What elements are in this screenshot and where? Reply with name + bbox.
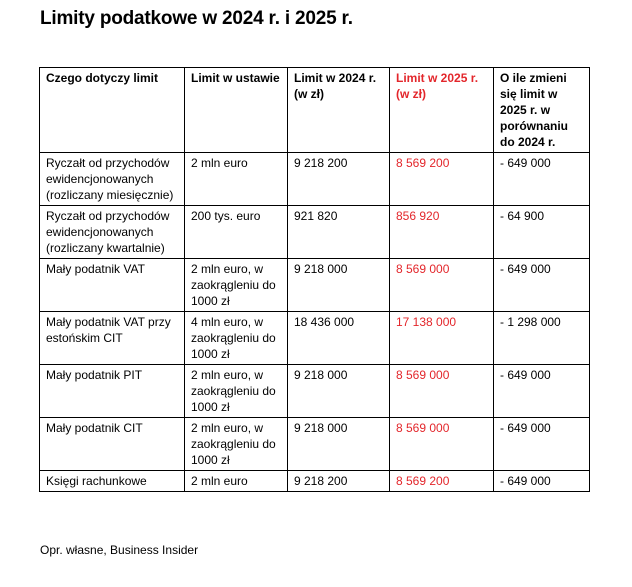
cell-limit-2024: 9 218 000 bbox=[288, 418, 390, 471]
cell-limit-2025: 8 569 000 bbox=[390, 259, 494, 312]
cell-limit-2024: 9 218 200 bbox=[288, 153, 390, 206]
page-title: Limity podatkowe w 2024 r. i 2025 r. bbox=[40, 8, 353, 29]
cell-statutory-limit: 2 mln euro, w zaokrągleniu do 1000 zł bbox=[185, 418, 288, 471]
limits-table bbox=[39, 67, 590, 492]
cell-limit-2025: 8 569 000 bbox=[390, 365, 494, 418]
header-limit-2025: Limit w 2025 r. (w zł) bbox=[390, 68, 494, 153]
table-row bbox=[40, 365, 590, 418]
cell-scope: Ryczałt od przychodów ewidencjonowanych (rozliczany miesięcznie) bbox=[40, 153, 185, 206]
cell-scope: Mały podatnik CIT bbox=[40, 418, 185, 471]
cell-limit-2025: 8 569 000 bbox=[390, 418, 494, 471]
cell-change: - 649 000 bbox=[494, 365, 590, 418]
cell-limit-2024: 9 218 200 bbox=[288, 471, 390, 492]
table-row bbox=[40, 153, 590, 206]
cell-scope: Mały podatnik VAT przy estońskim CIT bbox=[40, 312, 185, 365]
header-scope: Czego dotyczy limit bbox=[40, 68, 185, 153]
cell-limit-2024: 9 218 000 bbox=[288, 365, 390, 418]
cell-scope: Ryczałt od przychodów ewidencjonowanych (rozliczany kwartalnie) bbox=[40, 206, 185, 259]
cell-change: - 649 000 bbox=[494, 418, 590, 471]
cell-statutory-limit: 2 mln euro, w zaokrągleniu do 1000 zł bbox=[185, 365, 288, 418]
cell-statutory-limit: 2 mln euro bbox=[185, 471, 288, 492]
table-row bbox=[40, 259, 590, 312]
table-row bbox=[40, 418, 590, 471]
cell-limit-2025: 8 569 200 bbox=[390, 471, 494, 492]
cell-statutory-limit: 200 tys. euro bbox=[185, 206, 288, 259]
cell-limit-2025: 856 920 bbox=[390, 206, 494, 259]
header-statutory-limit: Limit w ustawie bbox=[185, 68, 288, 153]
cell-change: - 1 298 000 bbox=[494, 312, 590, 365]
cell-scope: Mały podatnik VAT bbox=[40, 259, 185, 312]
table-row bbox=[40, 312, 590, 365]
cell-statutory-limit: 2 mln euro bbox=[185, 153, 288, 206]
header-limit-2024: Limit w 2024 r. (w zł) bbox=[288, 68, 390, 153]
source-note: Opr. własne, Business Insider bbox=[40, 543, 199, 557]
cell-scope: Mały podatnik PIT bbox=[40, 365, 185, 418]
table-row bbox=[40, 471, 590, 492]
cell-change: - 649 000 bbox=[494, 471, 590, 492]
cell-change: - 64 900 bbox=[494, 206, 590, 259]
table-row bbox=[40, 206, 590, 259]
cell-change: - 649 000 bbox=[494, 153, 590, 206]
cell-limit-2025: 8 569 200 bbox=[390, 153, 494, 206]
header-change: O ile zmieni się limit w 2025 r. w porównaniu do 2024 r. bbox=[494, 68, 590, 153]
cell-change: - 649 000 bbox=[494, 259, 590, 312]
cell-limit-2024: 9 218 000 bbox=[288, 259, 390, 312]
cell-statutory-limit: 2 mln euro, w zaokrągleniu do 1000 zł bbox=[185, 259, 288, 312]
cell-limit-2024: 921 820 bbox=[288, 206, 390, 259]
cell-statutory-limit: 4 mln euro, w zaokrągleniu do 1000 zł bbox=[185, 312, 288, 365]
table-header-row bbox=[40, 68, 590, 153]
cell-limit-2024: 18 436 000 bbox=[288, 312, 390, 365]
cell-limit-2025: 17 138 000 bbox=[390, 312, 494, 365]
cell-scope: Księgi rachunkowe bbox=[40, 471, 185, 492]
